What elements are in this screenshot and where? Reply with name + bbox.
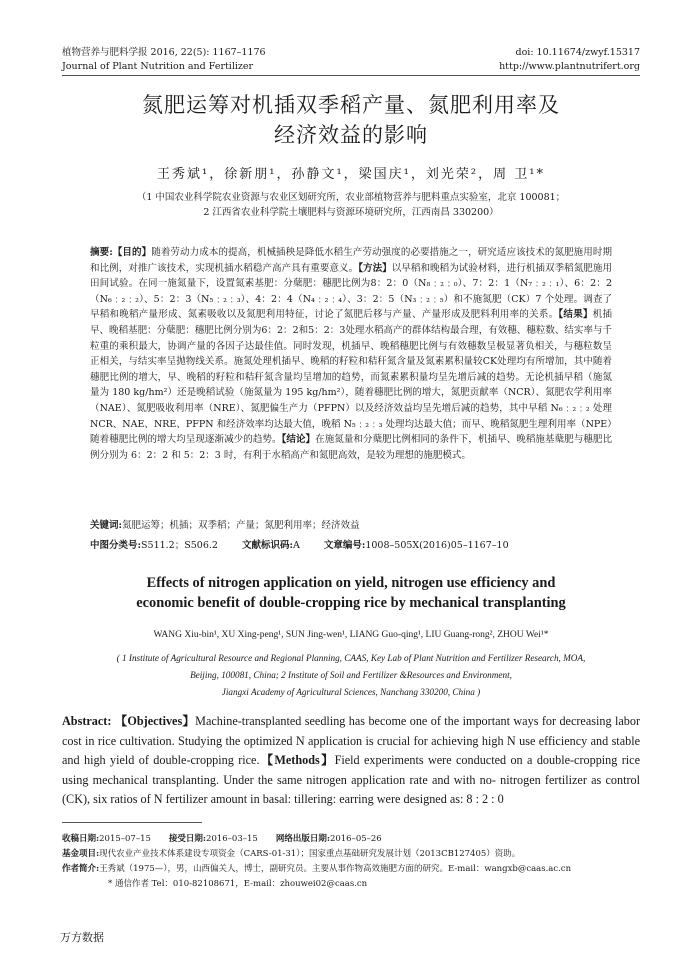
title-en [62,573,640,613]
affiliation-en-line-3: Jiangxi Academy of Agricultural Sciences, Nanchang 330200, China ) [221,687,481,697]
footnotes [62,832,640,892]
journal-header-left [62,46,266,74]
author-bio-line [62,862,640,877]
fund-line [62,847,640,862]
author-bio-text: 王秀斌（1975—），男，山西偏关人，博士，副研究员。主要从事作物高效施肥方面的研究。E-mail：wangxb@caas.ac.cn [99,864,572,874]
abstract-zh [90,245,612,463]
clc-value: S511.2；S506.2 [141,540,218,551]
affiliations-zh [62,190,640,220]
online-date: 2016–05–26 [329,834,382,844]
article-label: 文章编号: [323,540,366,551]
journal-header-right [499,46,640,74]
keywords-zh [90,517,612,531]
abstract-zh-result: 机插早、晚稻基肥：分蘖肥：穗肥比例分别为6：2：2和5：2：3处理水稻高产的群体结构最合理，有效穗、穗粒数、结实率与千粒重的乘积最大，协调产量的各因子达最佳值。同时发现，机插早、晚稻穗肥比例与有效穗数呈极显著负相关，与穗粒数呈正相关，与结实率呈抛物线关系。施氮处理机插早、晚稻的籽粒和秸秆氮含量及氮素累积量较CK处理均有所增加，其中随着穗肥比例的增大，早、晚稻的籽粒和秸秆氮含量均呈增加的趋势，而氮素累积量均呈先增后减的趋势。无论机插早稻（施氮量为 180 kg/hm²）还是晚稻试验（施氮量为 195 kg/hm²），随着穗肥比例的增大，氮肥贡献率（NCR）、氮肥农学利用率（NAE）、氮肥吸收利用率（NRE）、氮肥偏生产力（PFPN）以及经济效益均呈先增后减的趋势，其中早稻 N₆﹕₂﹕₂ 处理 NCR、NAE、NRE、PFPN 和经济效率均达最大值，晚稻 N₅﹕₂﹕₃ 处理均达最大值；而早、晚稻氮肥生理利用率（NPE）随着穗肥比例的增大均呈现逐渐减少的趋势。 [90,309,612,446]
footnote-divider [62,822,202,823]
affiliation-zh-line-2: 2 江西省农业科学院土壤肥料与资源环境研究所，江西南昌 330200） [203,207,499,218]
abstract-en-objective-label: 【Objectives】 [114,714,196,728]
abstract-zh-conclusion-label: 【结论】 [281,434,316,446]
abstract-en-objective: Machine-transplanted seedling has become one of the important ways for decreasing labor cost in rice cultivation. Studying the optimized N application is crucial for achieving high N use efficiency and stable and high yield of double-cropping rice. [62,714,641,768]
journal-name-en: Journal of Plant Nutrition and Fertilizer [62,61,254,72]
abstract-en-label: Abstract: [62,714,112,728]
header-divider [62,75,640,76]
keywords-zh-label: 关键词: [90,520,123,531]
clc-number [90,537,218,551]
abstract-zh-result-label: 【结果】 [558,309,593,321]
received-label: 收稿日期: [62,834,100,844]
clc-label: 中图分类号: [90,540,142,551]
affiliation-en-line-2: Beijing, 100081, China; 2 Institute of Soil and Fertilizer &Resources and Environment, [190,670,512,680]
accepted-label: 接受日期: [168,834,207,844]
abstract-en-method-label: 【Methods】 [259,753,335,768]
title-en-line-2: economic benefit of double-cropping rice by mechanical transplanting [136,595,566,611]
abstract-zh-objective: 随着劳动力成本的提高，机械插秧是降低水稻生产劳动强度的必要措施之一，研究适应该技术的氮肥施用时期和比例，对推广该技术，实现机插水稻稳产高产具有重要意义。 [90,247,612,274]
authors-en: WANG Xiu-bin¹, XU Xing-peng¹, SUN Jing-wen¹, LIANG Guo-qing¹, LIU Guang-rong², ZHOU Wei¹* [153,630,549,640]
journal-url[interactable]: http://www.plantnutrifert.org [499,61,640,72]
affiliations-en [62,650,640,701]
fund-label: 基金项目: [62,849,100,859]
title-zh-line-1: 氮肥运筹对机插双季稻产量、氮肥利用率及 [142,93,560,117]
title-en-line-1: Effects of nitrogen application on yield, nitrogen use efficiency and [146,575,556,591]
doc-label: 文献标识码: [241,540,293,551]
classification-line [90,537,612,551]
title-zh-line-2: 经济效益的影响 [274,123,428,147]
dates-line [62,832,640,847]
article-number [324,537,509,551]
affiliation-zh-line-1: （1 中国农业科学院农业资源与农业区划研究所，农业部植物营养与肥料重点实验室，北京 100081； [136,192,566,203]
abstract-zh-objective-label: 【目的】 [112,247,152,258]
abstract-en-method: Field experiments were conducted on a double-cropping rice using mechanical transplanting. Under the same nitrogen application rate and with no- nitrogen fertilizer as control (CK), six ratios of N fertilizer amount in basal: tillering: earring were designed as: 8 : 2 : 0 [62,753,641,807]
journal-name-zh: 植物营养与肥料学报 2016, 22(5): 1167–1176 [62,47,266,58]
corresponding-author-line: * 通信作者 Tel：010-82108671，E-mail：zhouwei02@caas.cn [108,879,368,889]
doi: doi: 10.11674/zwyf.15317 [515,47,640,58]
wanfang-watermark: 万方数据 [60,931,104,944]
abstract-zh-conclusion: 在施氮量和分蘖肥比例相同的条件下，机插早、晚稻施基蘖肥与穗肥比例分别为 6：2：2 和 5：2：3 时，有利于水稻高产和氮肥高效，是较为理想的施肥模式。 [90,434,612,461]
abstract-en [62,712,640,810]
affiliation-en-line-1: ( 1 Institute of Agricultural Resource and Regional Planning, CAAS, Key Lab of Plant Nutrition and Fertilizer Research, MOA, [116,653,586,663]
authors-zh: 王秀斌¹，徐新朋¹，孙静文¹，梁国庆¹，刘光荣²，周 卫¹* [157,167,545,182]
article-value: 1008–505X(2016)05–1167–10 [365,540,509,551]
document-code [242,537,300,551]
title-zh [62,90,640,150]
author-bio-label: 作者简介: [62,864,100,874]
abstract-zh-method: 以早稻和晚稻为试验材料，进行机插双季稻氮肥施用田间试验。在同一施氮量下，设置氮素基肥：分蘖肥：穗肥比例为8：2：0（N₈﹕₂﹕₀）、7：2：1（N₇﹕₂﹕₁）、6：2：2（N₆﹕₂﹕₂）、5：2：3（N₅﹕₂﹕₃）、4：2：4（N₄﹕₂﹕₄）、3：2：5（N₃﹕₂﹕₅）和不施氮肥（CK）7 个处理。调查了早稻和晚稻产量形成、氮素吸收以及氮肥利用特征，讨论了氮肥后移与产量、产量形成及肥料利用率的关系。 [90,262,612,321]
online-label: 网络出版日期: [275,834,330,844]
keywords-zh-text: 氮肥运筹；机插；双季稻；产量；氮肥利用率；经济效益 [122,520,360,531]
abstract-zh-label: 摘要: [90,247,113,258]
fund-text: 现代农业产业技术体系建设专项资金（CARS-01-31）；国家重点基础研究发展计划（2013CB127405）资助。 [99,849,521,859]
accepted-date: 2016–03–15 [206,834,258,844]
received-date: 2015–07–15 [99,834,151,844]
abstract-zh-method-label: 【方法】 [358,262,392,274]
doc-value: A [292,540,300,551]
